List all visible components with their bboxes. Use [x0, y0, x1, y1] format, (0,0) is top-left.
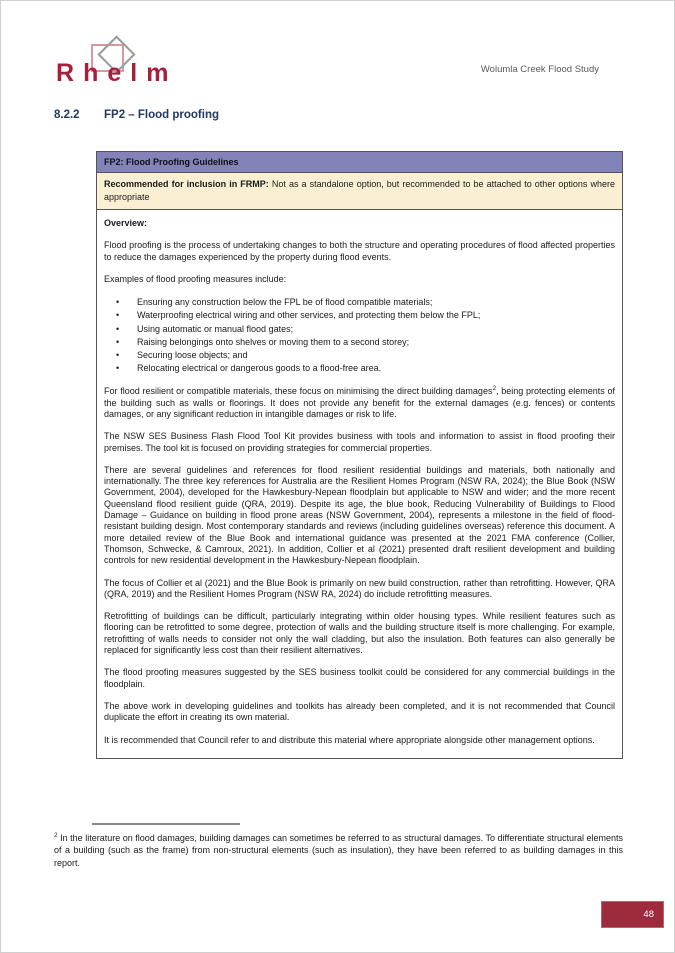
logo-letter: e	[107, 59, 122, 87]
footnote-reference: 2	[492, 385, 497, 393]
page-number: 48	[643, 909, 654, 920]
paragraph: Retrofitting of buildings can be difficult, particularly integrating within older housing types. While resilient features such as flooring can be retrofitted to some degree, protection of walls and the building structure itself is more challenging. For example, retrofitting of walls needs to consider not only the wall cladding, but also the insulation. Both features can also generally be replaced for significantly less cost than their resilient alternatives.	[104, 611, 615, 656]
paragraph: Flood proofing is the process of undertaking changes to both the structure and operating procedures of flood affected properties to reduce the damages experienced by the property during flood events.	[104, 240, 615, 262]
bullet-icon: •	[116, 297, 120, 308]
logo-letter: l	[130, 59, 138, 87]
paragraph	[104, 386, 615, 420]
overview-cell	[97, 210, 622, 758]
recommendation-label: Recommended for inclusion in FRMP:	[104, 179, 269, 189]
recommendation-text: Not as a standalone option, but recommended to be attached to other options where appropriate	[104, 179, 615, 202]
bullet-icon: •	[116, 350, 120, 360]
section-number: 8.2.2	[54, 109, 80, 121]
logo-letter: R	[56, 59, 75, 87]
footnote-section	[54, 823, 623, 869]
paragraph: The focus of Collier et al (2021) and the Blue Book is primarily on new build construction, rather than retrofitting. However, QRA (QRA, 2019) and the Resilient Homes Program (NSW RA, 2024) do include retrofitting measures.	[104, 577, 615, 599]
overview-label: Overview:	[104, 218, 148, 228]
list-item-text: Securing loose objects; and	[137, 350, 248, 360]
list-item	[104, 323, 615, 336]
logo-letter: h	[83, 59, 99, 87]
bullet-icon: •	[116, 363, 120, 374]
paragraph: There are several guidelines and references for flood resilient residential buildings and materials, both nationally and internationally. The three key references for Australia are the Resilient Homes Program (NSW RA, 2024); the Blue Book (NSW Government, 2004), developed for the Hawkesbury-Nepean floodplain but applicable to NSW and wider; and the more recent Queensland flood resilient guide (QRA, 2019). Despite its age, the blue book, Reducing Vulnerability of Buildings to Flood Damage – Guidance on building in flood prone areas (NSW Government, 2004), represents a milestone in the field of flood-resistant building design. Most contemporary standards and reviews (including guidelines overseas) reference this document. A more detailed review of the Blue Book and international guidance was presented at the 2021 FMA conference (Collier, Thomson, Schwecke, & Camroux, 2021). In addition, Collier et al (2021) presented draft resilient development and building controls for new residential development in the Hawkesbury-Nepean floodplain.	[104, 464, 615, 566]
footnote-separator	[92, 823, 240, 825]
list-item	[104, 362, 615, 375]
list-item	[104, 349, 615, 362]
logo-letters	[56, 61, 168, 86]
rhelm-logo	[56, 34, 186, 90]
list-item	[104, 309, 615, 322]
list-item	[104, 336, 615, 349]
page-number-badge	[601, 901, 664, 928]
footnote-body: In the literature on flood damages, building damages can sometimes be referred to as structural damages. To differentiate structural elements of a building (such as the frame) from non-structural elements (such as insulation), they have been referred to as building damages in this report.	[54, 833, 623, 868]
paragraph-text: For flood resilient or compatible materials, these focus on minimising the direct building damages	[104, 386, 493, 397]
footnote-marker: 2	[54, 832, 58, 839]
paragraph: It is recommended that Council refer to and distribute this material where appropriate alongside other management options.	[104, 734, 595, 745]
list-item-text: Ensuring any construction below the FPL be of flood compatible materials;	[137, 297, 433, 308]
document-title: Wolumla Creek Flood Study	[480, 64, 599, 75]
logo-letter: m	[146, 59, 169, 87]
bullet-icon: •	[116, 336, 120, 347]
bullet-list	[104, 296, 615, 375]
paragraph: The NSW SES Business Flash Flood Tool Kit provides business with tools and information to assist in flood proofing their premises. The tool kit is focused on providing strategies for commercial properties.	[104, 431, 615, 453]
bullet-icon: •	[116, 310, 120, 321]
list-item	[104, 296, 615, 309]
list-item-text: Waterproofing electrical wiring and other services, and protecting them below the FPL;	[137, 310, 481, 321]
table-title-row: FP2: Flood Proofing Guidelines	[97, 152, 622, 173]
list-item-text: Relocating electrical or dangerous goods to a flood-free area.	[137, 363, 382, 374]
footnote-text	[54, 832, 623, 869]
section-heading	[54, 109, 219, 121]
paragraph: Examples of flood proofing measures include:	[104, 273, 287, 284]
list-item-text: Using automatic or manual flood gates;	[137, 323, 294, 334]
paragraph: The flood proofing measures suggested by the SES business toolkit could be considered for any commercial buildings in the floodplain.	[104, 667, 615, 689]
guideline-table	[96, 151, 623, 759]
recommendation-row	[97, 173, 622, 210]
bullet-icon: •	[116, 323, 120, 334]
list-item-text: Raising belongings onto shelves or moving them to a second storey;	[137, 336, 410, 347]
section-title: FP2 – Flood proofing	[104, 109, 219, 121]
paragraph: The above work in developing guidelines and toolkits has already been completed, and it is not recommended that Council duplicate the effort in creating its own material.	[104, 700, 615, 723]
paragraph-text: , being protecting elements of the building such as walls or floorings. It does not provide any benefit for the external damages (e.g. fences) or contents damages, or any significant reduction in intangible damages or risk to life.	[104, 386, 615, 419]
